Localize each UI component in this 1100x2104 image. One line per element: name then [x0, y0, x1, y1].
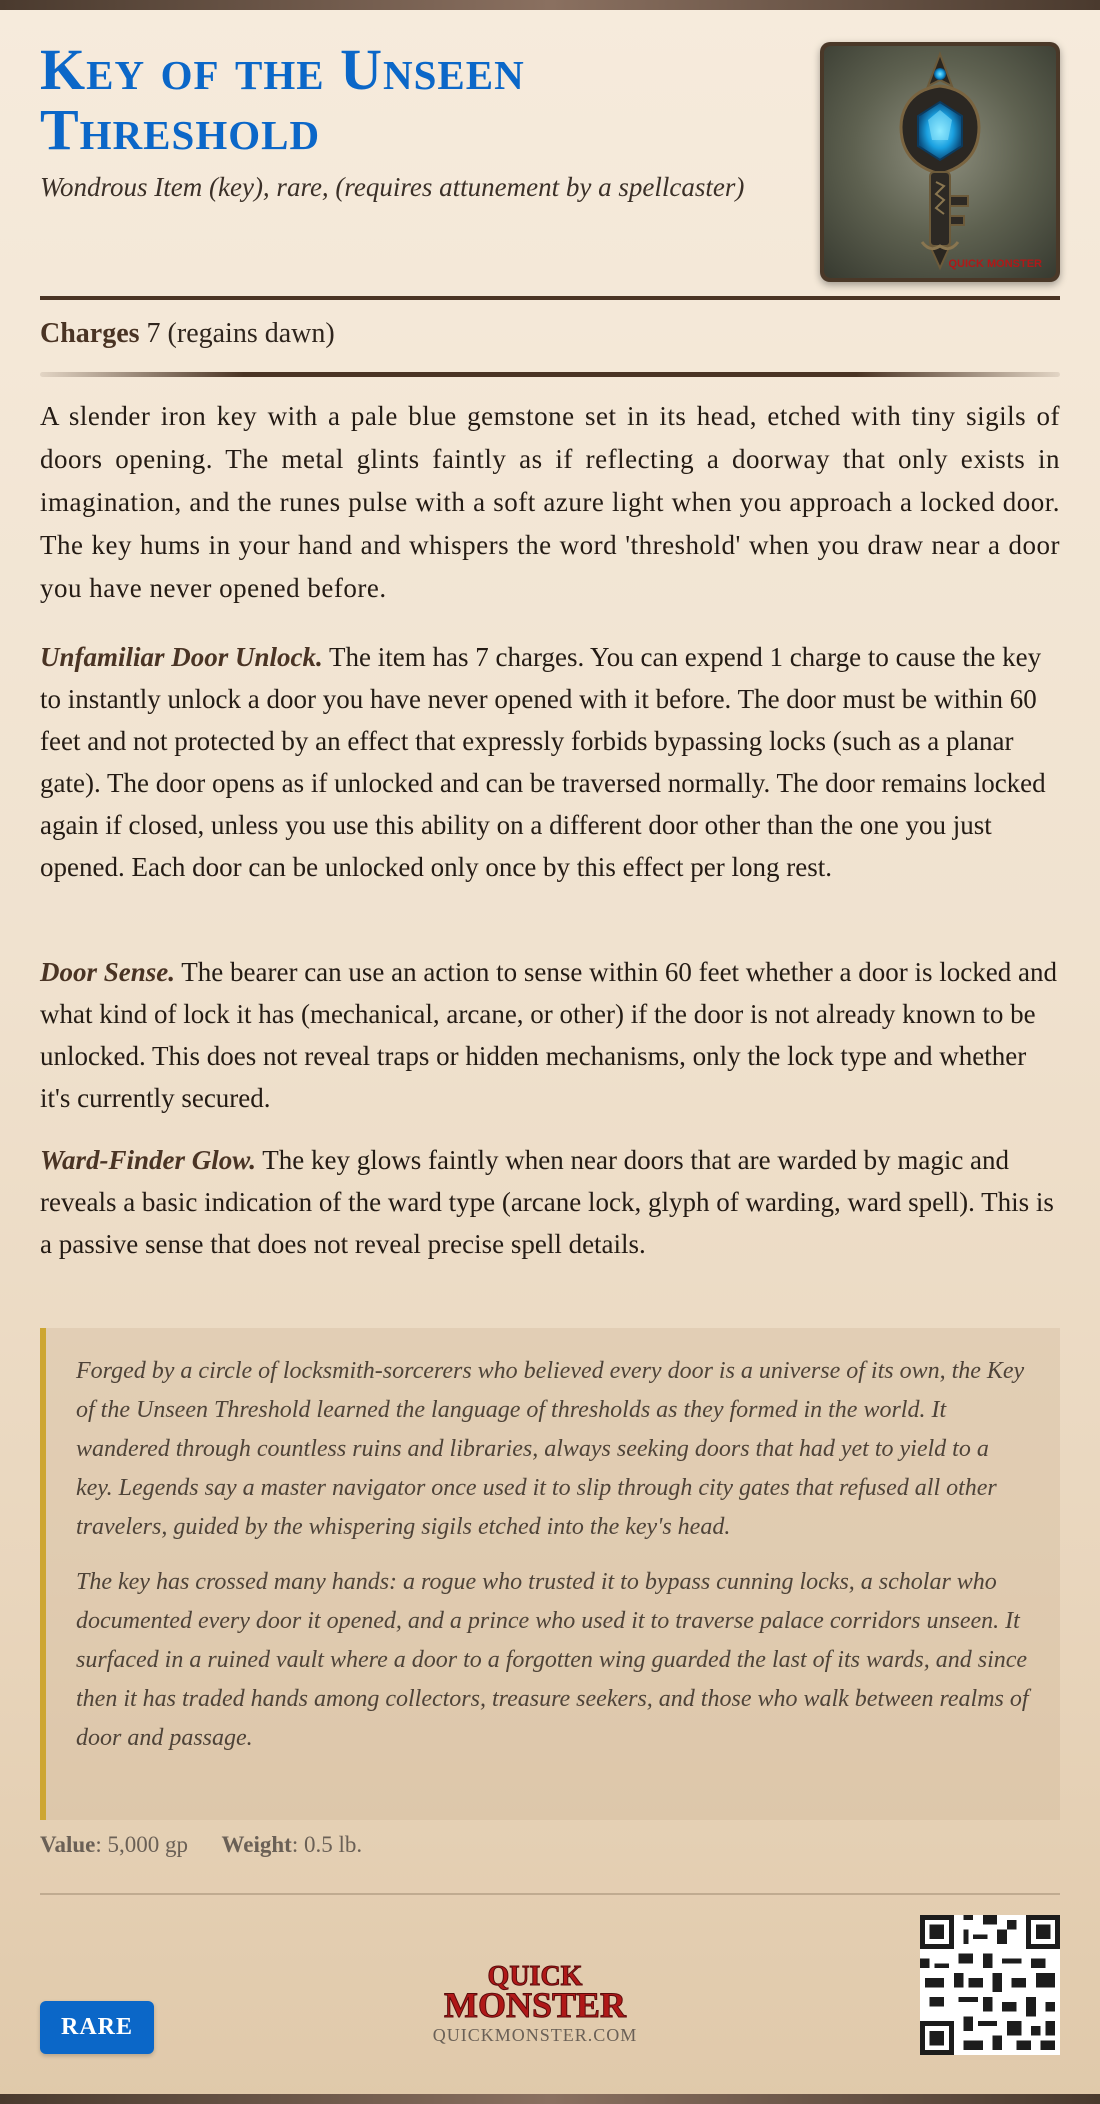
item-subtitle: Wondrous Item (key), rare, (requires attunement by a spellcaster) [40, 172, 745, 202]
charges-label: Charges [40, 318, 140, 349]
item-description: A slender iron key with a pale blue gemstone set in its head, etched with tiny sigils of doors opening. The metal glints faintly as if reflecting a doorway that only exists in imagination, and the runes pulse with a soft azure light when you approach a locked door. The key hums in your hand and whispers the word 'threshold' when you draw near a door you have never opened before. [40, 401, 1060, 603]
feature-text: The bearer can use an action to sense within 60 feet whether a door is locked and what kind of lock it has (mechanical, arcane, or other) if the door is not already known to be unlocked. This does not reveal traps or hidden mechanisms, only the lock type and whether it's currently secured. [40, 957, 1057, 1113]
item-title: Key of the Unseen Threshold [40, 37, 525, 162]
footer-divider [40, 1893, 1060, 1895]
feature-text: The item has 7 charges. You can expend 1 charge to cause the key to instantly unlock a door you have never opened with it before. The door must be within 60 feet and not protected by an effect that expressly forbids bypassing locks (such as a planar gate). The door opens as if unlocked and can be traversed normally. The door remains locked again if closed, unless you use this ability on a different door other than the one you just opened. Each door can be unlocked only once by this effect per long rest. [40, 642, 1046, 882]
item-stats: Value: 5,000 gp Weight: 0.5 lb. [40, 1832, 363, 1857]
lore-paragraph: Forged by a circle of locksmith-sorcerers who believed every door is a universe of its own, the Key of the Unseen Threshold learned the language of thresholds as they formed in the world. It wandered through countless ruins and libraries, always seeking doors that had yet to yield to a key. Legends say a master navigator once used it to slip through city gates that refused all other travelers, guided by the whispering sigils etched into the key's head. [76, 1358, 1025, 1540]
weight-label: Weight [221, 1832, 292, 1857]
top-frame-border [0, 0, 1100, 10]
key-illustration-icon [824, 46, 1056, 278]
feature-name: Unfamiliar Door Unlock. [40, 642, 323, 672]
feature-ward-finder-glow [40, 1139, 1060, 1265]
value-amount: 5,000 gp [107, 1832, 189, 1857]
bottom-frame-border [0, 2094, 1100, 2104]
feature-door-sense [40, 951, 1060, 1119]
lore-block [40, 1328, 1060, 1820]
rarity-badge: RARE [40, 2001, 154, 2054]
quickmonster-logo-icon [430, 1955, 640, 2025]
lore-paragraph: The key has crossed many hands: a rogue who trusted it to bypass cunning locks, a scholar who documented every door it opened, and a prince who used it to traverse palace corridors unseen. It surfaced in a ruined vault where a door to a forgotten wing guarded the last of its wards, and since then it has traded hands among collectors, treasure seekers, and those who walk between realms of door and passage. [76, 1569, 1029, 1751]
charges-line [40, 318, 335, 350]
header-divider [40, 296, 1060, 300]
feature-name: Ward-Finder Glow. [40, 1145, 257, 1175]
brand-url[interactable]: QUICKMONSTER.COM [432, 2025, 638, 2045]
section-divider [40, 372, 1060, 377]
item-image [820, 42, 1060, 282]
charges-value: 7 (regains dawn) [146, 318, 335, 349]
feature-text: The key glows faintly when near doors that are warded by magic and reveals a basic indication of the ward type (arcane lock, glyph of warding, ward spell). This is a passive sense that does not reveal precise spell details. [40, 1145, 1054, 1259]
feature-unfamiliar-door-unlock [40, 636, 1060, 888]
logo-text-quick: QUICK [487, 1961, 583, 1992]
qr-code-icon [920, 1915, 1060, 2055]
logo-text-monster: MONSTER [443, 1985, 627, 2025]
feature-name: Door Sense. [40, 957, 176, 987]
value-label: Value [40, 1832, 96, 1857]
image-watermark: QUICK MONSTER [948, 258, 1042, 270]
weight-amount: 0.5 lb. [303, 1832, 363, 1857]
